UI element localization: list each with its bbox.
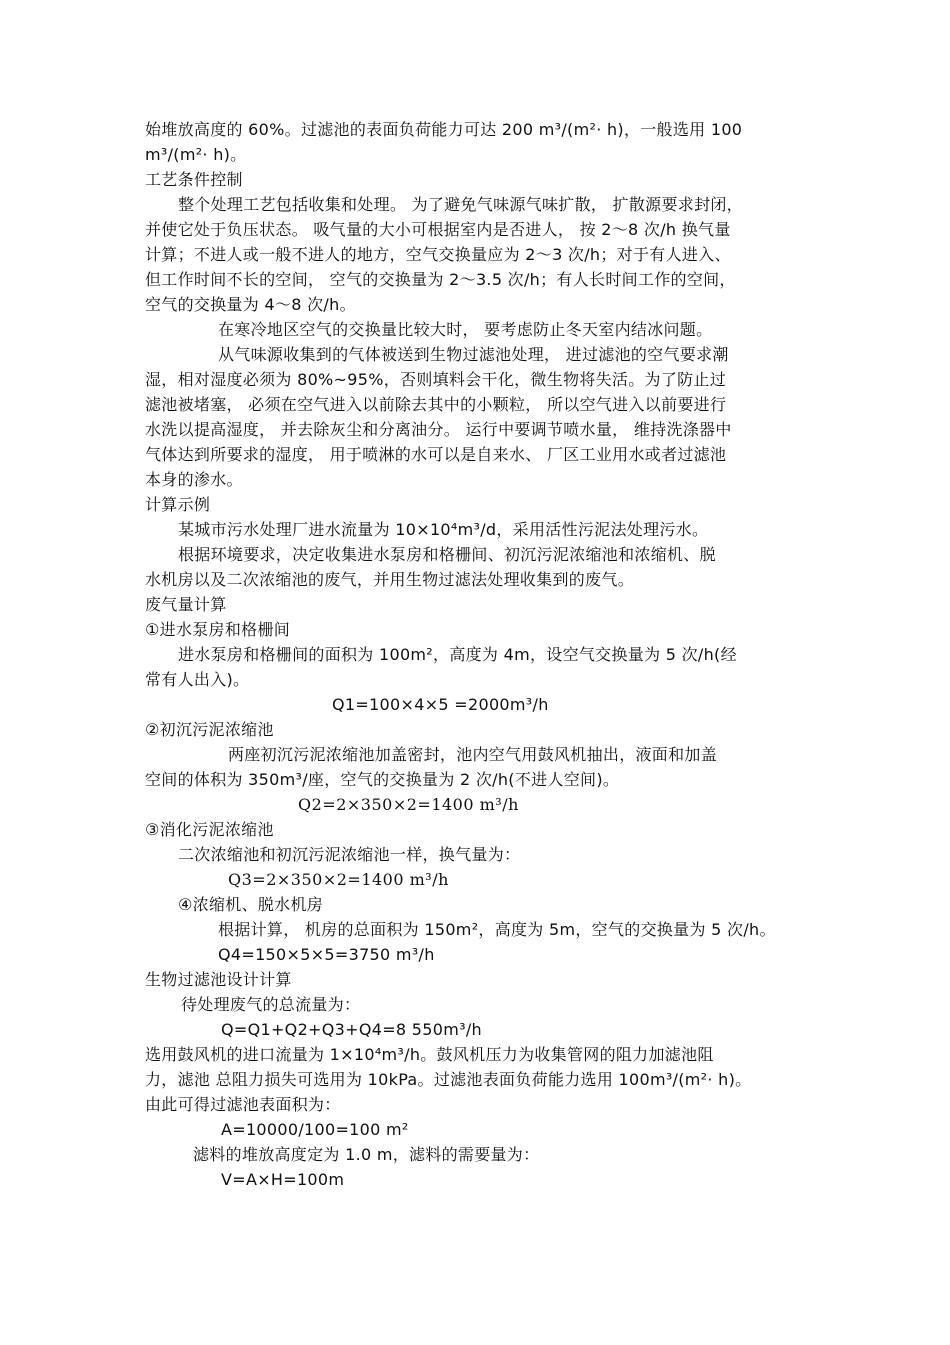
section-heading: 计算示例 <box>145 495 211 514</box>
text-line: 滤料的堆放高度定为 1.0 m，滤料的需要量为： <box>193 1145 540 1164</box>
text-line: 气体达到所要求的湿度， 用于喷淋的水可以是自来水、 厂区工业用水或者过滤池 <box>145 445 727 464</box>
text-line: 滤池被堵塞， 必须在空气进入以前除去其中的小颗粒， 所以空气进入以前要进行 <box>145 395 727 414</box>
text-line: 空气的交换量为 4～8 次/h。 <box>145 295 356 314</box>
text-line: 湿，相对湿度必须为 80%~95%，否则填料会干化，微生物将失活。为了防止过 <box>145 370 727 389</box>
text-line: 始堆放高度的 60%。过滤池的表面负荷能力可达 200 m³/(m²· h)，一般选用 100 <box>145 120 743 139</box>
text-line: 水机房以及二次浓缩池的废气，并用生物过滤法处理收集到的废气。 <box>145 570 635 589</box>
text-line: 力，滤池 总阻力损失可选用为 10kPa。过滤池表面负荷能力选用 100m³/(m²· h)。 <box>145 1070 752 1089</box>
text-line: 根据计算， 机房的总面积为 150m²，高度为 5m，空气的交换量为 5 次/h。 <box>218 920 776 939</box>
subsection-heading: ②初沉污泥浓缩池 <box>145 720 274 739</box>
text-line: 但工作时间不长的空间， 空气的交换量为 2～3.5 次/h；有人长时间工作的空间， <box>145 270 736 289</box>
text-line: 并使它处于负压状态。 吸气量的大小可根据室内是否进人， 按 2～8 次/h 换气量 <box>145 220 731 239</box>
text-line: 本身的渗水。 <box>145 470 243 489</box>
formula: V=A×H=100m <box>221 1170 345 1189</box>
formula: Q2=2×350×2=1400 m³/h <box>298 795 519 814</box>
formula: Q4=150×5×5=3750 m³/h <box>218 945 435 964</box>
section-heading: 废气量计算 <box>145 595 227 614</box>
text-line: 水洗以提高湿度， 并去除灰尘和分离油分。 运行中要调节喷水量， 维持洗涤器中 <box>145 420 732 439</box>
text-line: 常有人出入)。 <box>145 670 250 689</box>
formula: Q1=100×4×5 =2000m³/h <box>332 695 549 714</box>
text-line: 进水泵房和格栅间的面积为 100m²，高度为 4m，设空气交换量为 5 次/h(经 <box>178 645 737 664</box>
text-line: 由此可得过滤池表面积为： <box>145 1095 341 1114</box>
text-line: 在寒冷地区空气的交换量比较大时， 要考虑防止冬天室内结冰问题。 <box>218 320 713 339</box>
text-line: 计算；不进人或一般不进人的地方，空气交换量应为 2～3 次/h；对于有人进入、 <box>145 245 731 264</box>
section-heading: 工艺条件控制 <box>145 170 243 189</box>
text-line: 某城市污水处理厂进水流量为 10×10⁴m³/d，采用活性污泥法处理污水。 <box>178 520 709 539</box>
text-line: 二次浓缩池和初沉污泥浓缩池一样，换气量为： <box>178 845 521 864</box>
text-line: 两座初沉污泥浓缩池加盖密封，池内空气用鼓风机抽出，液面和加盖 <box>228 745 718 764</box>
text-line: 整个处理工艺包括收集和处理。 为了避免气味源气味扩散， 扩散源要求封闭， <box>178 195 743 214</box>
section-heading: 生物过滤池设计计算 <box>145 970 292 989</box>
text-line: 从气味源收集到的气体被送到生物过滤池处理， 进过滤池的空气要求潮 <box>218 345 729 364</box>
subsection-heading: ①进水泵房和格栅间 <box>145 620 291 639</box>
text-line: 根据环境要求，决定收集进水泵房和格栅间、初沉污泥浓缩池和浓缩机、脱 <box>178 545 716 564</box>
formula: Q3=2×350×2=1400 m³/h <box>228 870 449 889</box>
subsection-heading: ③消化污泥浓缩池 <box>145 820 274 839</box>
formula: Q=Q1+Q2+Q3+Q4=8 550m³/h <box>221 1020 482 1039</box>
formula: A=10000/100=100 m² <box>221 1120 409 1139</box>
text-line: m³/(m²· h)。 <box>145 145 247 164</box>
text-line: 选用鼓风机的进口流量为 1×10⁴m³/h。鼓风机压力为收集管网的阻力加滤池阻 <box>145 1045 714 1064</box>
text-line: 空间的体积为 350m³/座，空气的交换量为 2 次/h(不进人空间)。 <box>145 770 620 789</box>
subsection-heading: ④浓缩机、脱水机房 <box>178 895 324 914</box>
text-line: 待处理废气的总流量为： <box>181 995 361 1014</box>
